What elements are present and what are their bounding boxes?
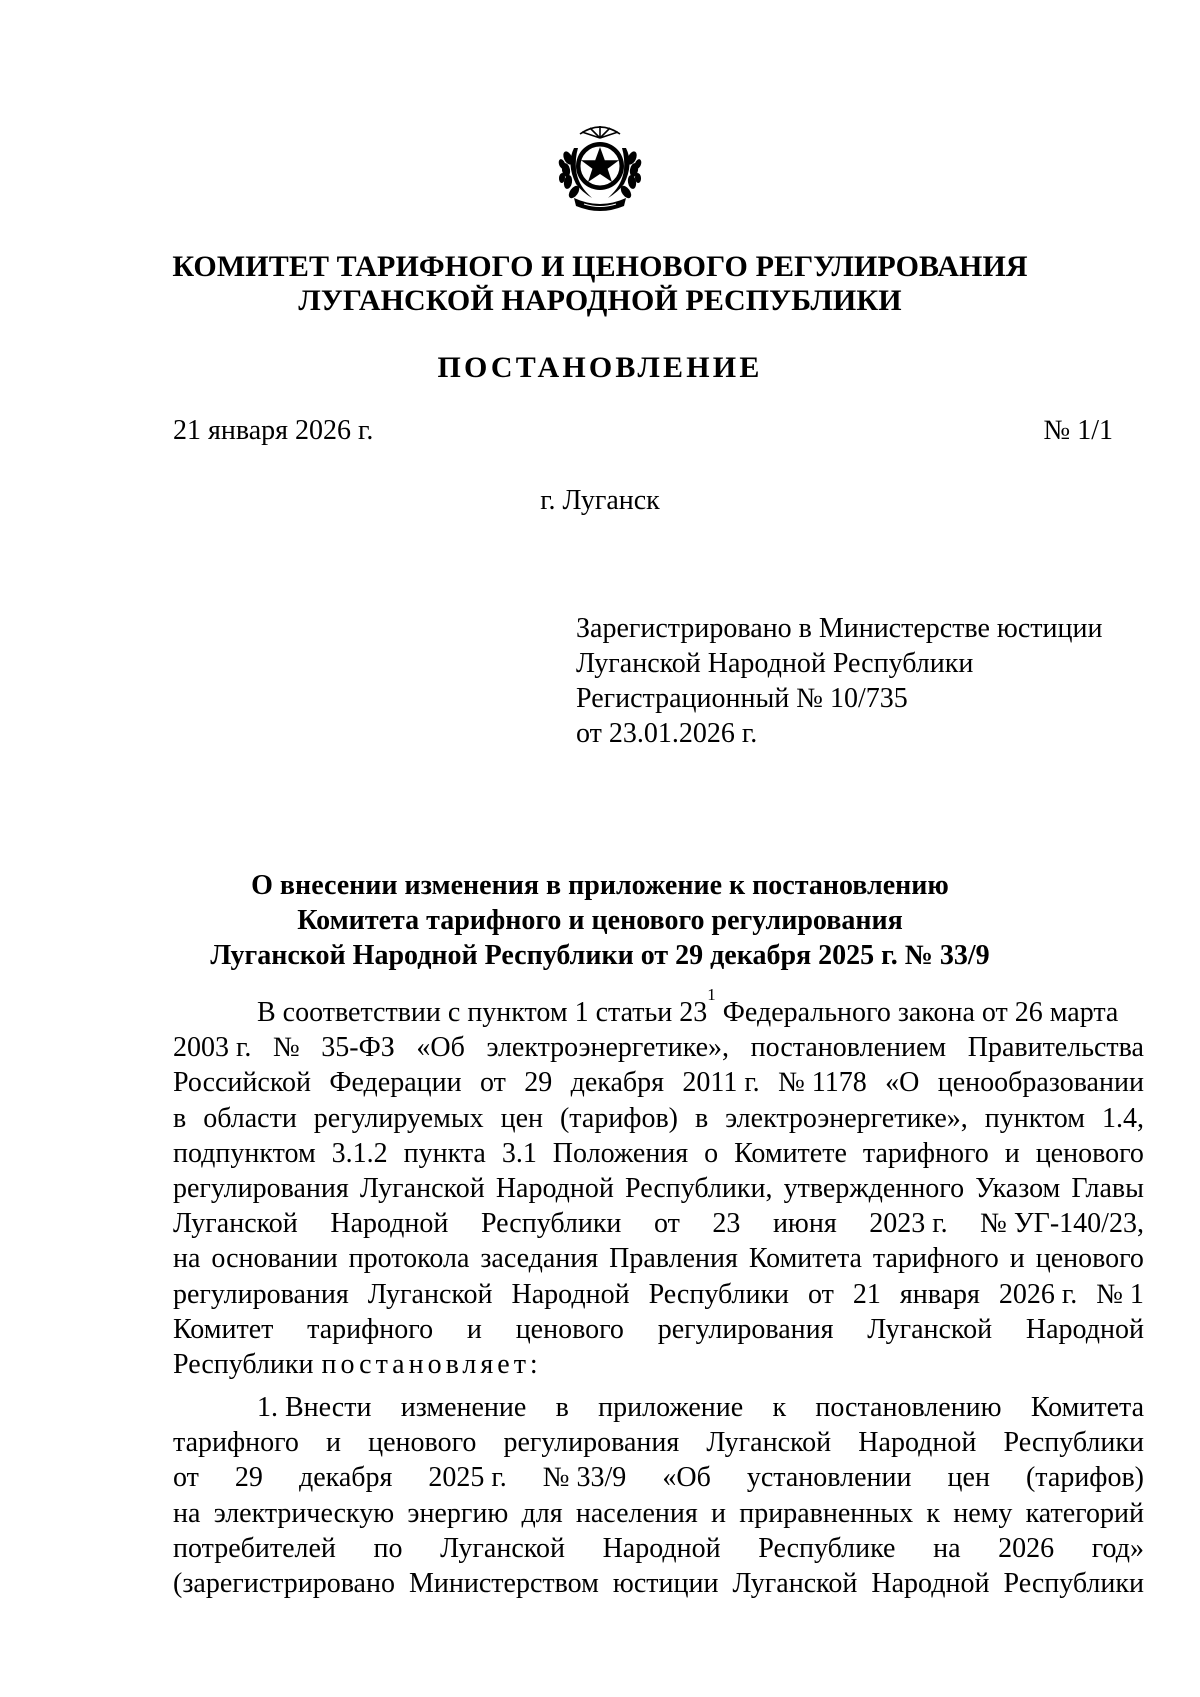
word: в	[173, 1102, 187, 1134]
paragraph-line	[173, 1312, 1144, 1347]
word: о	[704, 1137, 719, 1169]
registration-line: от 23.01.2026 г.	[576, 718, 758, 749]
word: на	[173, 1243, 201, 1275]
word: потребителей	[173, 1532, 336, 1564]
word: № 1178	[778, 1067, 867, 1099]
org-name-line-1: КОМИТЕТ ТАРИФНОГО И ЦЕНОВОГО РЕГУЛИРОВАНИЯ	[172, 250, 1028, 283]
word: приравненных	[739, 1497, 914, 1529]
body-paragraph-1	[173, 985, 1144, 1382]
word: № 1	[1096, 1278, 1144, 1310]
resolution-word: постановляет:	[321, 1348, 542, 1380]
word: тарифного	[307, 1313, 434, 1345]
word: (тарифов)	[559, 1102, 678, 1134]
word: изменение	[400, 1392, 527, 1423]
word: к	[926, 1497, 940, 1529]
word: Луганской	[732, 1567, 858, 1599]
word: Луганской	[359, 1172, 485, 1204]
word: ценового	[1035, 1137, 1144, 1169]
word: цен	[500, 1102, 544, 1134]
word: 2011 г.	[682, 1067, 760, 1099]
document-city: г. Луганск	[540, 485, 660, 516]
word: заседания	[480, 1243, 599, 1275]
word: Федерации	[329, 1067, 462, 1099]
word: и	[466, 1313, 482, 1345]
word: энергию	[407, 1497, 509, 1529]
word: Российской	[173, 1067, 311, 1099]
paragraph-line	[173, 1531, 1144, 1566]
word: 1.4,	[1101, 1102, 1144, 1134]
paragraph-line	[173, 1425, 1144, 1460]
word: области	[203, 1102, 297, 1134]
word: и	[326, 1427, 342, 1459]
word: постановлением	[750, 1032, 947, 1064]
word: приложение	[598, 1392, 744, 1423]
word: электроэнергетике»,	[486, 1032, 730, 1064]
text-segment: В соответствии с пунктом 1 статьи 23	[257, 997, 708, 1028]
word: от	[173, 1462, 199, 1494]
paragraph-line	[173, 1101, 1144, 1136]
word: регулирования	[173, 1278, 349, 1310]
word: цен	[947, 1462, 990, 1494]
word: категорий	[1025, 1497, 1144, 1529]
body-paragraph-2	[173, 1390, 1144, 1601]
word: 35-ФЗ	[321, 1032, 395, 1064]
document-title-line-3: Луганской Народной Республики от 29 декабря 2025 г. № 33/9	[210, 940, 990, 971]
paragraph-line	[173, 1390, 1144, 1425]
word: ценового	[368, 1427, 477, 1459]
word: регулирования	[503, 1427, 680, 1459]
word: Народной	[495, 1172, 614, 1204]
word: в	[555, 1392, 569, 1423]
paragraph-line	[173, 1241, 1144, 1276]
word: и	[1004, 1137, 1020, 1169]
word: от	[479, 1067, 506, 1099]
word: Указом	[975, 1172, 1061, 1204]
word: на	[933, 1532, 961, 1564]
paragraph-line	[173, 1065, 1144, 1100]
word: (тарифов)	[1025, 1462, 1144, 1494]
word: №	[272, 1032, 300, 1064]
word: Комитета	[748, 1243, 862, 1275]
word: Луганской	[367, 1278, 493, 1310]
word: год»	[1091, 1532, 1144, 1564]
word: ценового	[1035, 1243, 1144, 1275]
paragraph-line	[173, 1277, 1144, 1312]
word: ценового	[515, 1313, 624, 1345]
word: нему	[953, 1497, 1013, 1529]
word: 2003 г.	[173, 1032, 252, 1064]
word: 3.1.2	[331, 1137, 388, 1169]
word: 2025 г.	[428, 1462, 507, 1494]
word: Народной	[330, 1208, 449, 1240]
word: электроэнергетике»,	[725, 1102, 968, 1134]
paragraph-line	[173, 1030, 1144, 1065]
word: постановлению	[815, 1392, 1002, 1423]
paragraph-line	[173, 1136, 1144, 1171]
word: основании	[211, 1243, 338, 1275]
document-title-line-1: О внесении изменения в приложение к постановлению	[251, 870, 949, 901]
document-title-line-2: Комитета тарифного и ценового регулирования	[297, 905, 903, 936]
word: Республике	[758, 1532, 896, 1564]
word: Народной	[858, 1427, 977, 1459]
word: 2026 г.	[998, 1278, 1078, 1310]
word: 29	[524, 1067, 553, 1099]
registration-stamp	[576, 611, 1102, 751]
word: тарифного	[872, 1243, 999, 1275]
document-number: № 1/1	[1043, 415, 1113, 446]
text-segment: Федерального закона от 26 марта	[715, 997, 1119, 1028]
word: Правления	[609, 1243, 738, 1275]
word: Луганской	[867, 1313, 993, 1345]
word: Положения	[552, 1137, 689, 1169]
paragraph-line	[173, 1347, 1144, 1382]
word: Республики,	[625, 1172, 773, 1204]
word: 29	[234, 1462, 263, 1494]
word: декабря	[570, 1067, 665, 1099]
text-segment: Республики	[173, 1348, 314, 1380]
word: населения	[575, 1497, 698, 1529]
word: № УГ-140/23,	[980, 1208, 1144, 1240]
registration-line: Луганской Народной Республики	[576, 648, 974, 679]
word: регулирования	[173, 1172, 349, 1204]
word: № 33/9	[542, 1462, 627, 1494]
registration-line: Зарегистрировано в Министерстве юстиции	[576, 613, 1103, 644]
word: к	[772, 1392, 787, 1423]
word: электрическую	[213, 1497, 395, 1529]
word: 2026	[998, 1532, 1055, 1564]
word: 2023 г.	[869, 1208, 948, 1240]
word: 1. Внести	[257, 1392, 372, 1423]
word: Народной	[1025, 1313, 1144, 1345]
word: Комитет	[173, 1313, 274, 1345]
org-name-line-2: ЛУГАНСКОЙ НАРОДНОЙ РЕСПУБЛИКИ	[298, 284, 902, 317]
word: от	[653, 1208, 680, 1240]
word: утвержденного	[783, 1172, 965, 1204]
word: 3.1	[501, 1137, 537, 1169]
paragraph-line	[173, 985, 1144, 1030]
word: на	[173, 1497, 201, 1529]
word: по	[373, 1532, 403, 1564]
word: Республики	[1003, 1427, 1144, 1459]
word: тарифного	[173, 1427, 299, 1459]
word: 23	[712, 1208, 741, 1240]
superscript: 1	[707, 985, 716, 1004]
paragraph-line	[173, 1460, 1144, 1495]
word: (зарегистрировано	[173, 1567, 395, 1599]
word: июня	[772, 1208, 837, 1240]
word: Луганской	[440, 1532, 565, 1564]
word: от	[808, 1278, 834, 1310]
word: Народной	[511, 1278, 630, 1310]
word: Комитете	[734, 1137, 847, 1169]
word: юстиции	[612, 1567, 719, 1599]
word: Луганской	[706, 1427, 832, 1459]
registration-line: Регистрационный № 10/735	[576, 683, 908, 714]
word: «Об	[416, 1032, 465, 1064]
word: в	[694, 1102, 709, 1134]
word: Комитета	[1030, 1392, 1144, 1423]
document-date: 21 января 2026 г.	[173, 415, 374, 446]
paragraph-line	[173, 1496, 1144, 1531]
word: для	[521, 1497, 563, 1529]
word: Министерством	[409, 1567, 599, 1599]
state-emblem-icon	[544, 118, 656, 218]
document-type: ПОСТАНОВЛЕНИЕ	[437, 351, 763, 384]
word: установлении	[746, 1462, 912, 1494]
paragraph-line	[173, 1171, 1144, 1206]
word: регулирования	[657, 1313, 834, 1345]
word: пунктом	[984, 1102, 1085, 1134]
paragraph-line	[173, 1566, 1144, 1601]
word: подпунктом	[173, 1137, 316, 1169]
word: 21	[852, 1278, 881, 1310]
word: января	[899, 1278, 980, 1310]
word: «Об	[662, 1462, 711, 1494]
word: и	[1009, 1243, 1025, 1275]
word: Народной	[602, 1532, 721, 1564]
word: Луганской	[173, 1208, 298, 1240]
word: Народной	[871, 1567, 990, 1599]
paragraph-line	[173, 1206, 1144, 1241]
word: «О	[885, 1067, 920, 1099]
word: регулируемых	[313, 1102, 484, 1134]
word: Республики	[1003, 1567, 1144, 1599]
word: Главы	[1071, 1172, 1144, 1204]
word: пункта	[403, 1137, 486, 1169]
word: декабря	[298, 1462, 393, 1494]
word: протокола	[348, 1243, 470, 1275]
word: ценообразовании	[937, 1067, 1144, 1099]
word: Республики	[480, 1208, 622, 1240]
word: тарифного	[862, 1137, 989, 1169]
word: Правительства	[967, 1032, 1144, 1064]
word: и	[711, 1497, 726, 1529]
word: Республики	[648, 1278, 790, 1310]
